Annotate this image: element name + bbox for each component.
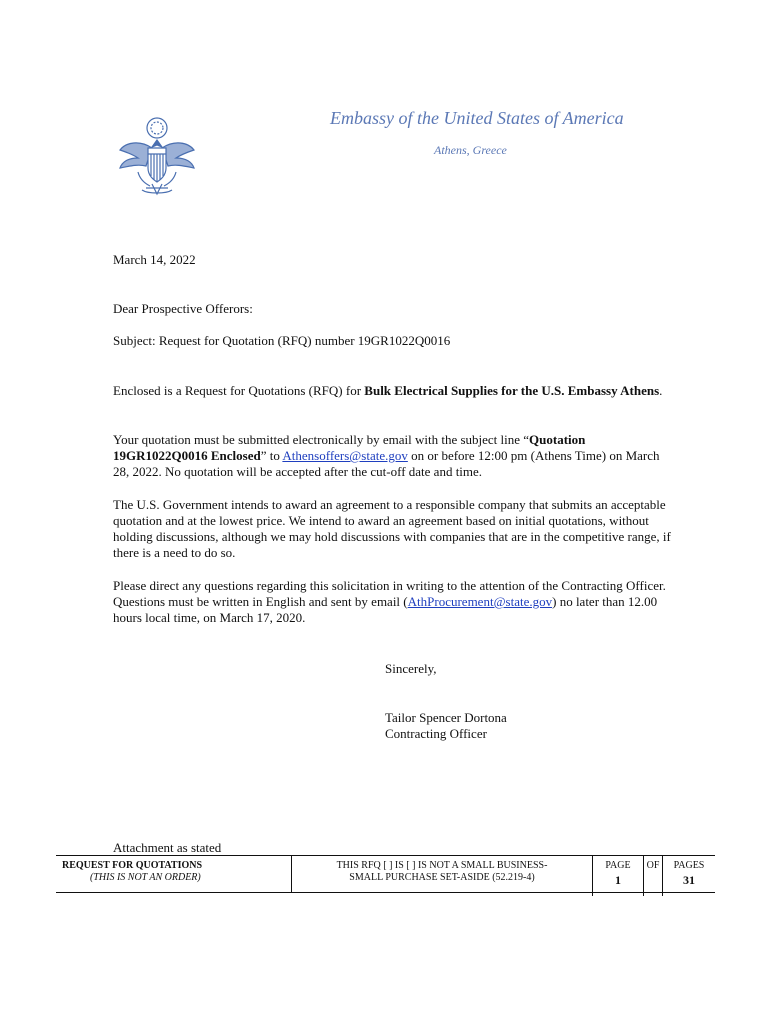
signer-title: Contracting Officer: [385, 726, 487, 741]
footer-page-label: PAGE: [605, 860, 631, 871]
attachment-note: Attachment as stated: [113, 840, 222, 855]
footer-rfq-title: REQUEST FOR QUOTATIONS: [62, 860, 203, 871]
paragraph-submission: [113, 432, 673, 480]
letter-date: March 14, 2022: [113, 252, 196, 267]
footer-of-cell: [644, 856, 663, 896]
para1-bold: Bulk Electrical Supplies for the U.S. Embassy Athens: [364, 383, 660, 398]
closing: Sincerely,: [385, 661, 437, 676]
rfq-footer-table: [56, 855, 715, 893]
paragraph-award: The U.S. Government intends to award an agreement to a responsible company that submits an acceptable quotation and at the lowest price. We intend to award an agreement based on initial quotations, without holding discussions, although we may hold discussions with companies that are in the competitive range, if there is a need to do so.: [113, 497, 671, 560]
embassy-seal-icon: [116, 114, 198, 198]
para1-text: Enclosed is a Request for Quotations (RFQ) for: [113, 383, 365, 398]
para1-end: .: [659, 383, 663, 398]
footer-pages-label: PAGES: [673, 860, 705, 871]
procurement-email-link[interactable]: AthProcurement@state.gov: [407, 594, 553, 609]
signature-block: [385, 710, 507, 742]
offers-email-link[interactable]: Athensoffers@state.gov: [282, 448, 408, 463]
embassy-city: Athens, Greece: [434, 143, 507, 157]
subject-line: Subject: Request for Quotation (RFQ) number 19GR1022Q0016: [113, 333, 451, 348]
footer-page-number: 1: [615, 873, 621, 887]
para2-text: Your quotation must be submitted electronically by email with the subject line “: [113, 432, 530, 447]
para2-end: on or before 12:00 pm (Athens Time) on March 28, 2022. No quotation will be accepted after the cut-off date and time.: [113, 448, 660, 479]
para4-end: ) no later than 12.00 hours local time, on March 17, 2020.: [113, 594, 658, 625]
footer-rfq-subtitle: (THIS IS NOT AN ORDER): [90, 872, 201, 883]
para2-mid: ” to: [260, 448, 283, 463]
signer-name: Tailor Spencer Dortona: [385, 710, 507, 725]
footer-pages-cell: [663, 856, 715, 896]
footer-setaside-line1: THIS RFQ [ ] IS [ ] IS NOT A SMALL BUSINESS-: [336, 860, 548, 871]
footer-page-cell: [593, 856, 644, 896]
para4-text: Please direct any questions regarding this solicitation in writing to the attention of the Contracting Officer. Questions must be written in English and sent by email (: [113, 578, 666, 609]
embassy-name: Embassy of the United States of America: [330, 108, 624, 128]
footer-of-label: OF: [646, 860, 660, 871]
footer-rfq-cell: [56, 856, 292, 892]
footer-pages-total: 31: [683, 873, 695, 887]
footer-setaside-cell: [292, 856, 593, 896]
salutation: Dear Prospective Offerors:: [113, 301, 253, 316]
footer-setaside-line2: SMALL PURCHASE SET-ASIDE (52.219-4): [349, 872, 535, 883]
para2-bold: Quotation 19GR1022Q0016 Enclosed: [113, 432, 586, 463]
paragraph-questions: [113, 578, 673, 626]
paragraph-enclosed: [113, 383, 673, 399]
